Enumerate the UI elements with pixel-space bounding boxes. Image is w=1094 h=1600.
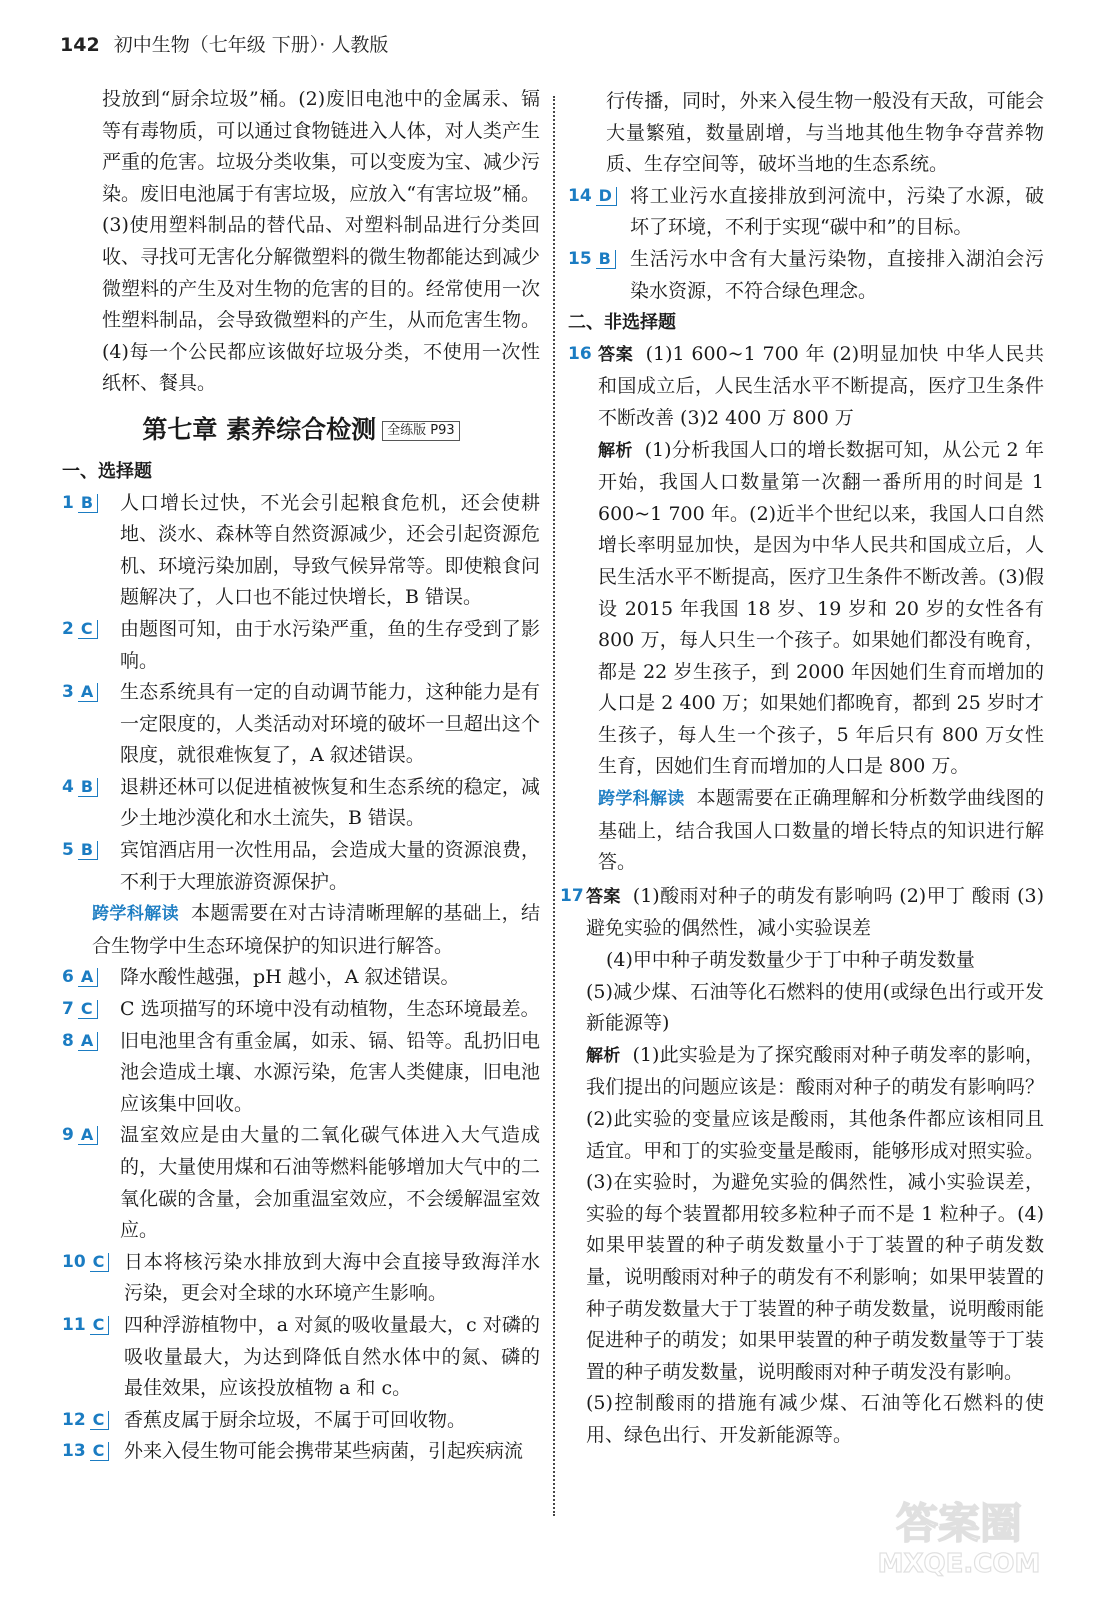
- answer-badge: D: [596, 187, 617, 206]
- book-title: 初中生物（七年级 下册）· 人教版: [113, 34, 389, 56]
- answer-badge: B: [78, 841, 98, 860]
- interdisciplinary-text: 本题需要在正确理解和分析数学曲线图的基础上，结合我国人口数量的增长特点的知识进行解答。: [598, 787, 1044, 874]
- answer-explanation: 将工业污水直接排放到河流中，污染了水源，破坏了环境，不利于实现“碳中和”的目标。: [630, 184, 1044, 239]
- analysis-text: (1)分析我国人口的增长数据可知，从公元 2 年开始，我国人口数量第一次翻一番所用的时间是 1 600~1 700 年。(2)近半个世纪以来，我国人口自然增长率明显加快，是因为中华人民共和国成立后，人民生活水平不断提高，医疗卫生条件不断改善。(3)假设 2015 年我国 18 岁、19 岁和 20 岁的女性各有 800 万，每人只生一个孩子。如果她们都没有晚育，都是 22 岁生孩子，到 2000 年因她们生育而增加的人口是 2 400 万；如果她们都晚育，都到 25 岁时才生孩子，每人生一个孩子，5 年后只有 800 万女性生育，因她们生育而增加的人口是 800 万。: [598, 438, 1045, 778]
- watermark-logo-text: 答案圈: [895, 1499, 1023, 1548]
- answer-explanation: 人口增长过快，不光会引起粮食危机，还会使耕地、淡水、森林等自然资源减少，还会引起资源危机、环境污染加剧，导致气候异常等。即使粮食问题解决了，人口也不能过快增长，B 错误。: [120, 491, 540, 609]
- watermark-url: MXQE.COM: [877, 1549, 1041, 1579]
- section-title-nonchoice: 二、非选择题: [568, 312, 676, 334]
- answer-item-9: 9 A 温室效应是由大量的二氧化碳气体进入大气造成的，大量使用煤和石油等燃料能够增加大气中的二氧化碳的含量，会加重温室效应，不会缓解温室效应。: [62, 1124, 540, 1242]
- answer-block: [586, 881, 1044, 945]
- interdisciplinary-label: 跨学科解读: [92, 904, 180, 925]
- question-number: 17: [560, 885, 584, 906]
- answer-item-1: 1 B 人口增长过快，不光会引起粮食危机，还会使耕地、淡水、森林等自然资源减少，还会引起资源危机、环境污染加剧，导致气候异常等。即使粮食问题解决了，人口也不能过快增长，B 错误。: [62, 491, 540, 609]
- answer-explanation: 宾馆酒店用一次性用品，会造成大量的资源浪费，不利于大理旅游资源保护。: [120, 839, 540, 893]
- question-17: [560, 881, 1044, 1452]
- chapter-heading: [62, 410, 540, 450]
- question-number: 16: [568, 343, 592, 364]
- analysis-text-2: (5)控制酸雨的措施有减少煤、石油等化石燃料的使用、绿色出行、开发新能源等。: [586, 1392, 1044, 1446]
- answer-item-3: 3 A 生态系统具有一定的自动调节能力，这种能力是有一定限度的，人类活动对环境的破坏一旦超出这个限度，就很难恢复了，A 叙述错误。: [62, 681, 540, 767]
- answer-item-6: 6 A 降水酸性越强，pH 越小，A 叙述错误。: [62, 966, 460, 989]
- interdisciplinary-note: [598, 783, 1044, 879]
- continued-answer: 投放到“厨余垃圾”桶。(2)废旧电池中的金属汞、镉等有毒物质，可以通过食物链进入人体，对人类产生严重的危害。垃圾分类收集，可以变废为宝、减少污染。废旧电池属于有害垃圾，应放入“有害垃圾”桶。(3)使用塑料制品的替代品、对塑料制品进行分类回收、寻找可无害化分解微塑料的微生物都能达到减少微塑料的产生及对生物的危害的目的。经常使用一次性塑料制品，会导致微塑料的产生，从而危害生物。(4)每一个公民都应该做好垃圾分类，不使用一次性纸杯、餐具。: [102, 88, 540, 395]
- answer-badge: A: [78, 1126, 98, 1145]
- answer-badge: B: [596, 250, 616, 269]
- analysis-block: [586, 1040, 1044, 1389]
- answer-badge: C: [78, 620, 98, 639]
- right-column: [560, 86, 1045, 1452]
- answer-badge: B: [78, 494, 98, 513]
- answer-item-15: 15 B 生活污水中含有大量污染物，直接排入湖泊会污染水资源，不符合绿色理念。: [568, 247, 1044, 302]
- section-title-choice: 一、选择题: [62, 460, 152, 482]
- answer-explanation: 生态系统具有一定的自动调节能力，这种能力是有一定限度的，人类活动对环境的破坏一旦超出这个限度，就很难恢复了，A 叙述错误。: [120, 681, 540, 767]
- answer-badge: A: [78, 1032, 98, 1051]
- interdisciplinary-note: [62, 898, 540, 962]
- answer-badge: C: [90, 1442, 110, 1461]
- answer-explanation: 降水酸性越强，pH 越小，A 叙述错误。: [120, 966, 460, 989]
- answer-label: 答案: [586, 886, 621, 907]
- analysis-block: [598, 435, 1044, 784]
- answer-badge: B: [78, 778, 98, 797]
- answer-text: (1)酸雨对种子的萌发有影响吗 (2)甲丁 酸雨 (3)避免实验的偶然性，减小实验误差: [586, 884, 1044, 940]
- chapter-title: 第七章 素养综合检测: [142, 414, 377, 444]
- answer-explanation: 退耕还林可以促进植被恢复和生态系统的稳定，减少土地沙漠化和水土流失，B 错误。: [120, 775, 540, 830]
- answer-explanation: 四种浮游植物中，a 对氮的吸收量最大，c 对磷的吸收量最大，为达到降低自然水体中的氮、磷的最佳效果，应该投放植物 a 和 c。: [124, 1313, 540, 1400]
- answer-badge: A: [78, 968, 98, 987]
- page-number: 142: [60, 34, 100, 56]
- answer-badge: A: [78, 683, 98, 702]
- running-head: [60, 30, 388, 57]
- analysis-text: (1)此实验是为了探究酸雨对种子萌发率的影响，我们提出的问题应该是：酸雨对种子的萌发有影响吗？(2)此实验的变量应该是酸雨，其他条件都应该相同且适宜。甲和丁的实验变量是酸雨，能够形成对照实验。(3)在实验时，为避免实验的偶然性，减小实验误差，实验的每个装置都用较多粒种子而不是 1 粒种子。(4)如果甲装置的种子萌发数量小于丁装置的种子萌发数量，说明酸雨对种子的萌发有不利影响；如果甲装置的种子萌发数量大于丁装置的种子萌发数量，说明酸雨能促进种子的萌发；如果甲装置的种子萌发数量等于丁装置的种子萌发数量，说明酸雨对种子萌发没有影响。: [586, 1043, 1045, 1383]
- answer-explanation: 外来入侵生物可能会携带某些病菌，引起疾病流: [124, 1440, 524, 1463]
- chapter-ref-badge: 全练版 P93: [382, 421, 460, 441]
- site-watermark: [864, 1490, 1054, 1580]
- answer-explanation: 旧电池里含有重金属，如汞、镉、铅等。乱扔旧电池会造成土壤、水源污染，危害人类健康，旧电池应该集中回收。: [120, 1029, 540, 1115]
- answer-explanation: 由题图可知，由于水污染严重，鱼的生存受到了影响。: [120, 617, 540, 672]
- answer-label: 答案: [598, 344, 634, 365]
- answer-item-8: 8 A 旧电池里含有重金属，如汞、镉、铅等。乱扔旧电池会造成土壤、水源污染，危害人类健康，旧电池应该集中回收。: [62, 1029, 540, 1115]
- interdisciplinary-text: 本题需要在对古诗清晰理解的基础上，结合生物学中生态环境保护的知识进行解答。: [92, 902, 540, 957]
- answer-explanation: C 选项描写的环境中没有动植物，生态环境最差。: [120, 998, 540, 1021]
- answer-item-11: 11 C 四种浮游植物中，a 对氮的吸收量最大，c 对磷的吸收量最大，为达到降低自然水体中的氮、磷的最佳效果，应该投放植物 a 和 c。: [62, 1313, 540, 1400]
- interdisciplinary-label: 跨学科解读: [598, 789, 685, 810]
- answer-badge: C: [78, 1000, 98, 1019]
- answer-item-7: 7 C C 选项描写的环境中没有动植物，生态环境最差。: [62, 998, 540, 1021]
- answer-badge: C: [90, 1316, 110, 1335]
- analysis-label: 解析: [586, 1045, 621, 1066]
- answer-explanation: 温室效应是由大量的二氧化碳气体进入大气造成的，大量使用煤和石油等燃料能够增加大气中的二氧化碳的含量，会加重温室效应，不会缓解温室效应。: [120, 1124, 540, 1242]
- answer-text: (1)1 600~1 700 年 (2)明显加快 中华人民共和国成立后，人民生活水平不断提高，医疗卫生条件不断改善 (3)2 400 万 800 万: [598, 342, 1045, 429]
- analysis-label: 解析: [598, 440, 633, 461]
- answer-item-10: 10 C 日本将核污染水排放到大海中会直接导致海洋水污染，更会对全球的水环境产生影响。: [62, 1250, 540, 1305]
- answer-block: [598, 339, 1044, 435]
- answer-badge: C: [90, 1411, 110, 1430]
- left-column: [62, 84, 540, 1468]
- answer-explanation: 日本将核污染水排放到大海中会直接导致海洋水污染，更会对全球的水环境产生影响。: [124, 1250, 540, 1305]
- answer-explanation: 香蕉皮属于厨余垃圾，不属于可回收物。: [124, 1408, 467, 1431]
- answer-item-4: 4 B 退耕还林可以促进植被恢复和生态系统的稳定，减少土地沙漠化和水土流失，B 错误。: [62, 775, 540, 830]
- answer-item-13: 13 C 外来入侵生物可能会携带某些病菌，引起疾病流: [62, 1440, 524, 1463]
- answer-item-5: 5 B 宾馆酒店用一次性用品，会造成大量的资源浪费，不利于大理旅游资源保护。: [62, 839, 540, 893]
- column-divider: [553, 96, 555, 1516]
- answer-item-2: 2 C 由题图可知，由于水污染严重，鱼的生存受到了影响。: [62, 617, 540, 672]
- answer-explanation: 生活污水中含有大量污染物，直接排入湖泊会污染水资源，不符合绿色理念。: [630, 247, 1044, 302]
- answer-badge: C: [90, 1253, 110, 1272]
- question-16: [568, 339, 1044, 879]
- answer-text-line3: (5)减少煤、石油等化石燃料的使用(或绿色出行或开发新能源等): [586, 980, 1044, 1035]
- answer-text-line2: (4)甲中种子萌发数量少于丁中种子萌发数量: [606, 949, 975, 972]
- answer-item-12: 12 C 香蕉皮属于厨余垃圾，不属于可回收物。: [62, 1408, 467, 1431]
- answer-item-13-continued: 行传播，同时，外来入侵生物一般没有天敌，可能会大量繁殖，数量剧增，与当地其他生物争夺营养物质、生存空间等，破坏当地的生态系统。: [606, 90, 1044, 176]
- answer-item-14: 14 D 将工业污水直接排放到河流中，污染了水源，破坏了环境，不利于实现“碳中和”的目标。: [568, 184, 1044, 239]
